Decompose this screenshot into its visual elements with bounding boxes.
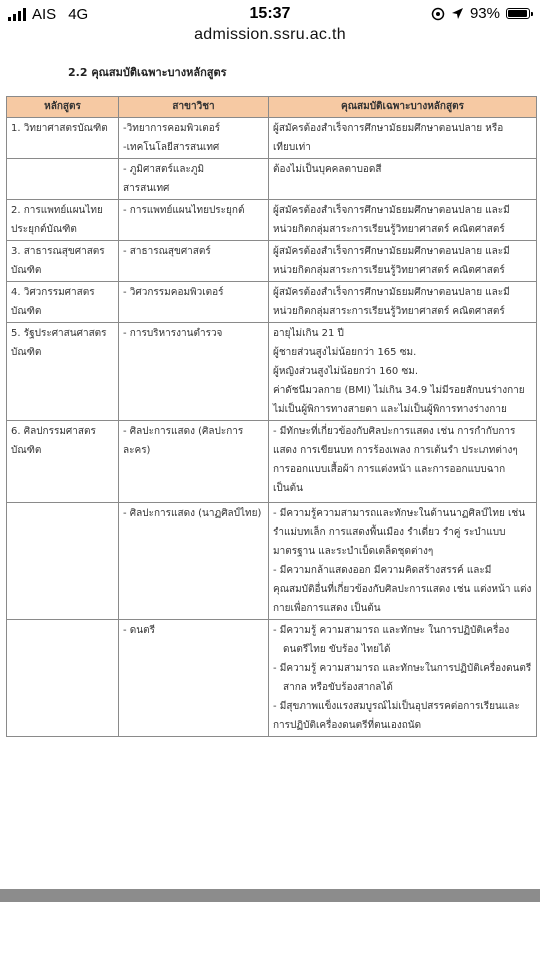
header-requirements: คุณสมบัติเฉพาะบางหลักสูตร	[269, 97, 537, 118]
requirement-line: ผู้สมัครต้องสำเร็จการศึกษามัธยมศึกษาตอนปลาย และมี	[273, 205, 510, 216]
requirement-cell	[269, 118, 537, 159]
major-line: - การบริหารงานตำรวจ	[123, 328, 223, 339]
major-line: - ภูมิศาสตร์และภูมิ	[123, 164, 205, 175]
requirement-line: ผู้สมัครต้องสำเร็จการศึกษามัธยมศึกษาตอนปลาย หรือ	[273, 123, 504, 134]
table-header-row	[7, 97, 537, 118]
at-icon	[431, 7, 445, 21]
header-major: สาขาวิชา	[119, 97, 269, 118]
program-cell: 2. การแพทย์แผนไทยประยุกต์บัณฑิต	[7, 200, 119, 241]
requirement-line: - มีความรู้ ความสามารถ และทักษะ ในการปฏิบัติเครื่องดนตรีไทย ขับร้อง ไทยได้	[273, 625, 510, 655]
major-cell	[119, 159, 269, 200]
requirement-line: ผู้สมัครต้องสำเร็จการศึกษามัธยมศึกษาตอนปลาย และมี	[273, 287, 510, 298]
program-cell: 1. วิทยาศาสตรบัณฑิต	[7, 118, 119, 159]
requirement-cell	[269, 159, 537, 200]
status-bar	[0, 0, 540, 28]
location-icon	[451, 7, 464, 20]
requirement-line: ผู้ชายส่วนสูงไม่น้อยกว่า 165 ซม.	[273, 347, 417, 358]
table-row	[7, 200, 537, 241]
requirement-cell	[269, 323, 537, 421]
section-title: 2.2 คุณสมบัติเฉพาะบางหลักสูตร	[68, 66, 227, 79]
major-cell	[119, 282, 269, 323]
major-cell	[119, 118, 269, 159]
table-row	[7, 241, 537, 282]
battery-percent: 93%	[469, 5, 500, 22]
requirement-line: ต้องไม่เป็นบุคคลตาบอดสี	[273, 164, 382, 175]
major-cell	[119, 421, 269, 503]
requirement-line: ค่าดัชนีมวลกาย (BMI) ไม่เกิน 34.9 ไม่มีรอยสักบนร่างกาย ไม่เป็นผู้พิการทางสายตา และไม่เป็นผู้พิการทางร่างกาย	[273, 385, 525, 415]
status-time: 15:37	[249, 5, 291, 22]
major-line: - วิศวกรรมคอมพิวเตอร์	[123, 287, 224, 298]
program-cell: 6. ศิลปกรรมศาสตรบัณฑิต	[7, 421, 119, 503]
table-row	[7, 421, 537, 503]
requirement-line: อายุไม่เกิน 21 ปี	[273, 328, 344, 339]
major-cell	[119, 620, 269, 737]
requirement-cell	[269, 200, 537, 241]
address-bar-url[interactable]: admission.ssru.ac.th	[194, 26, 346, 43]
major-cell	[119, 200, 269, 241]
requirement-line: - มีความรู้ ความสามารถ และทักษะในการปฏิบัติเครื่องดนตรีสากล หรือขับร้องสากลได้	[273, 663, 532, 693]
network-label: 4G	[68, 6, 89, 23]
requirement-cell	[269, 620, 537, 737]
status-right	[431, 5, 530, 22]
battery-icon	[506, 8, 530, 19]
major-line: - ศิลปะการแสดง (นาฏศิลป์ไทย)	[123, 508, 262, 519]
requirement-cell	[269, 282, 537, 323]
major-cell	[119, 241, 269, 282]
requirement-line: ผู้หญิงส่วนสูงไม่น้อยกว่า 160 ซม.	[273, 366, 419, 377]
major-line: สารสนเทศ	[123, 183, 170, 194]
major-line: - การแพทย์แผนไทยประยุกต์	[123, 205, 245, 216]
major-cell	[119, 503, 269, 620]
requirement-line: - มีสุขภาพแข็งแรงสมบูรณ์ไม่เป็นอุปสรรคต่อการเรียนและการปฏิบัติเครื่องดนตรีที่ตนเองถนัด	[273, 701, 520, 731]
requirement-line: ผู้สมัครต้องสำเร็จการศึกษามัธยมศึกษาตอนปลาย และมี	[273, 246, 510, 257]
table-row	[7, 620, 537, 737]
table-row	[7, 282, 537, 323]
table-row	[7, 159, 537, 200]
requirement-line: - มีความรู้ความสามารถและทักษะในด้านนาฏศิลป์ไทย เช่น รำแม่บทเล็ก การแสดงพื้นเมือง รำเดี่ยว รำคู่ ระบำแบบมาตรฐาน และระบำเบ็ดเตล็ดชุดต่างๆ	[273, 508, 526, 557]
requirement-cell	[269, 421, 537, 503]
battery-fill	[508, 10, 527, 17]
major-cell	[119, 323, 269, 421]
carrier-label: AIS	[32, 6, 57, 23]
requirements-table	[6, 96, 537, 737]
table-row	[7, 503, 537, 620]
program-cell	[7, 620, 119, 737]
requirement-line: หน่วยกิตกลุ่มสาระการเรียนรู้วิทยาศาสตร์ คณิตศาสตร์	[273, 306, 505, 317]
program-cell: 4. วิศวกรรมศาสตรบัณฑิต	[7, 282, 119, 323]
requirement-line: เทียบเท่า	[273, 142, 311, 153]
major-line: - ศิลปะการแสดง (ศิลปะการละคร)	[123, 426, 244, 456]
table-row	[7, 118, 537, 159]
table-row	[7, 323, 537, 421]
requirement-cell	[269, 503, 537, 620]
header-program: หลักสูตร	[7, 97, 119, 118]
major-line: -วิทยาการคอมพิวเตอร์	[123, 123, 221, 134]
program-cell	[7, 503, 119, 620]
bottom-toolbar-strip	[0, 889, 540, 902]
program-cell	[7, 159, 119, 200]
requirement-line: หน่วยกิตกลุ่มสาระการเรียนรู้วิทยาศาสตร์ คณิตศาสตร์	[273, 224, 505, 235]
major-line: -เทคโนโลยีสารสนเทศ	[123, 142, 220, 153]
major-line: - ดนตรี	[123, 625, 155, 636]
requirement-line: - มีความกล้าแสดงออก มีความคิดสร้างสรรค์ และมีคุณสมบัติอื่นที่เกี่ยวข้องกับศิลปะการแสดง เช่น แต่งหน้า แต่งกายเพื่อการแสดง เป็นต้น	[273, 565, 532, 614]
program-cell: 3. สาธารณสุขศาสตรบัณฑิต	[7, 241, 119, 282]
requirement-line: - มีทักษะที่เกี่ยวข้องกับศิลปะการแสดง เช่น การกำกับการแสดง การเขียนบท การร้องเพลง การเต้นรำ ประเภทต่างๆ การออกแบบเสื้อผ้า การแต่งหน้า และการออกแบบฉากเป็นต้น	[273, 426, 518, 494]
program-cell: 5. รัฐประศาสนศาสตรบัณฑิต	[7, 323, 119, 421]
requirement-cell	[269, 241, 537, 282]
major-line: - สาธารณสุขศาสตร์	[123, 246, 211, 257]
requirement-line: หน่วยกิตกลุ่มสาระการเรียนรู้วิทยาศาสตร์ คณิตศาสตร์	[273, 265, 505, 276]
